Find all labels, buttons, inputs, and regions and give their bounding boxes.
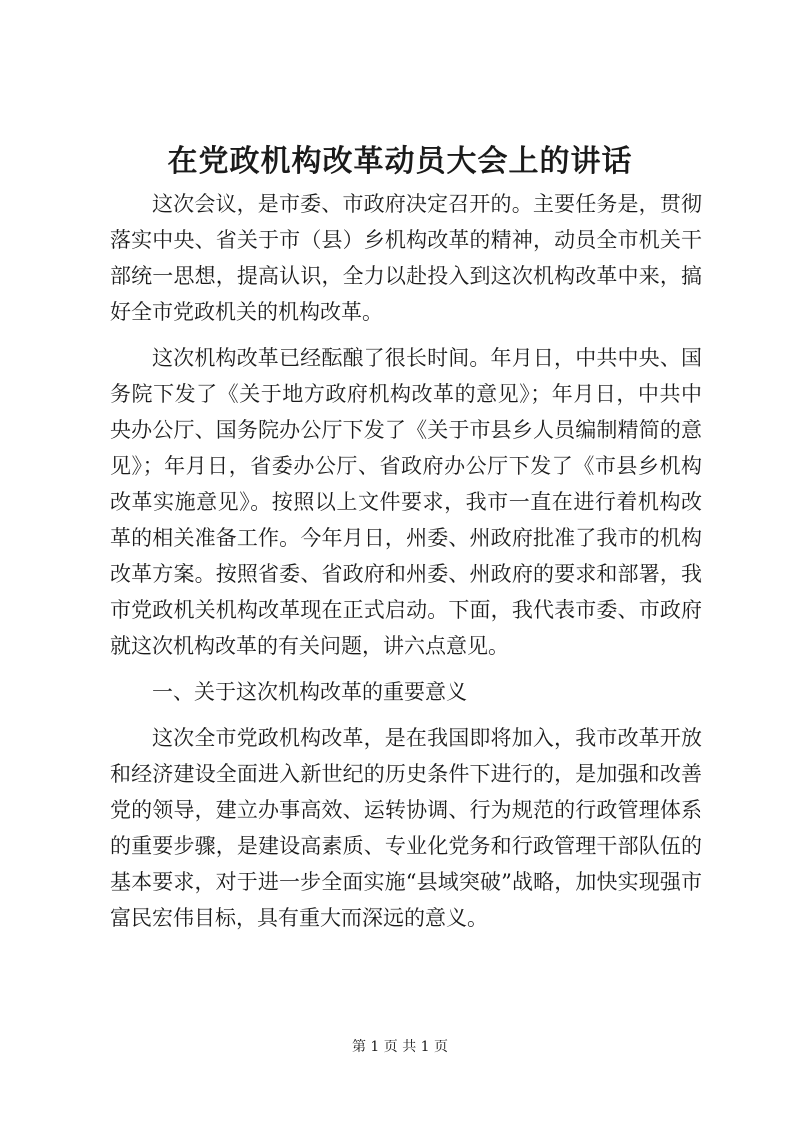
section-heading: 一、关于这次机构改革的重要意义 — [152, 680, 467, 704]
document-body — [110, 186, 702, 936]
document-title: 在党政机构改革动员大会上的讲话 — [167, 144, 633, 179]
paragraph-intro: 这次会议，是市委、市政府决定召开的。主要任务是，贯彻落实中央、省关于市（县）乡机构改革的精神，动员全市机关干部统一思想，提高认识，全力以赴投入到这次机构改革中来，搞好全市党政机关的机构改革。 — [110, 192, 702, 324]
page-footer: 第 1 页 共 1 页 — [351, 1039, 449, 1055]
paragraph-background: 这次机构改革已经酝酿了很长时间。年月日，中共中央、国务院下发了《关于地方政府机构改革的意见》；年月日，中共中央办公厅、国务院办公厅下发了《关于市县乡人员编制精简的意见》；年月日，省委办公厅、省政府办公厅下发了《市县乡机构改革实施意见》。按照以上文件要求，我市一直在进行着机构改革的相关准备工作。今年月日，州委、州政府批准了我市的机构改革方案。按照省委、省政府和州委、州政府的要求和部署，我市党政机关机构改革现在正式启动。下面，我代表市委、市政府就这次机构改革的有关问题，讲六点意见。 — [110, 346, 702, 658]
paragraph-significance: 这次全市党政机构改革，是在我国即将加入，我市改革开放和经济建设全面进入新世纪的历史条件下进行的，是加强和改善党的领导，建立办事高效、运转协调、行为规范的行政管理体系的重要步骤，是建设高素质、专业化党务和行政管理干部队伍的基本要求，对于进一步全面实施“县域突破”战略，加快实现强市富民宏伟目标，具有重大而深远的意义。 — [110, 726, 702, 930]
